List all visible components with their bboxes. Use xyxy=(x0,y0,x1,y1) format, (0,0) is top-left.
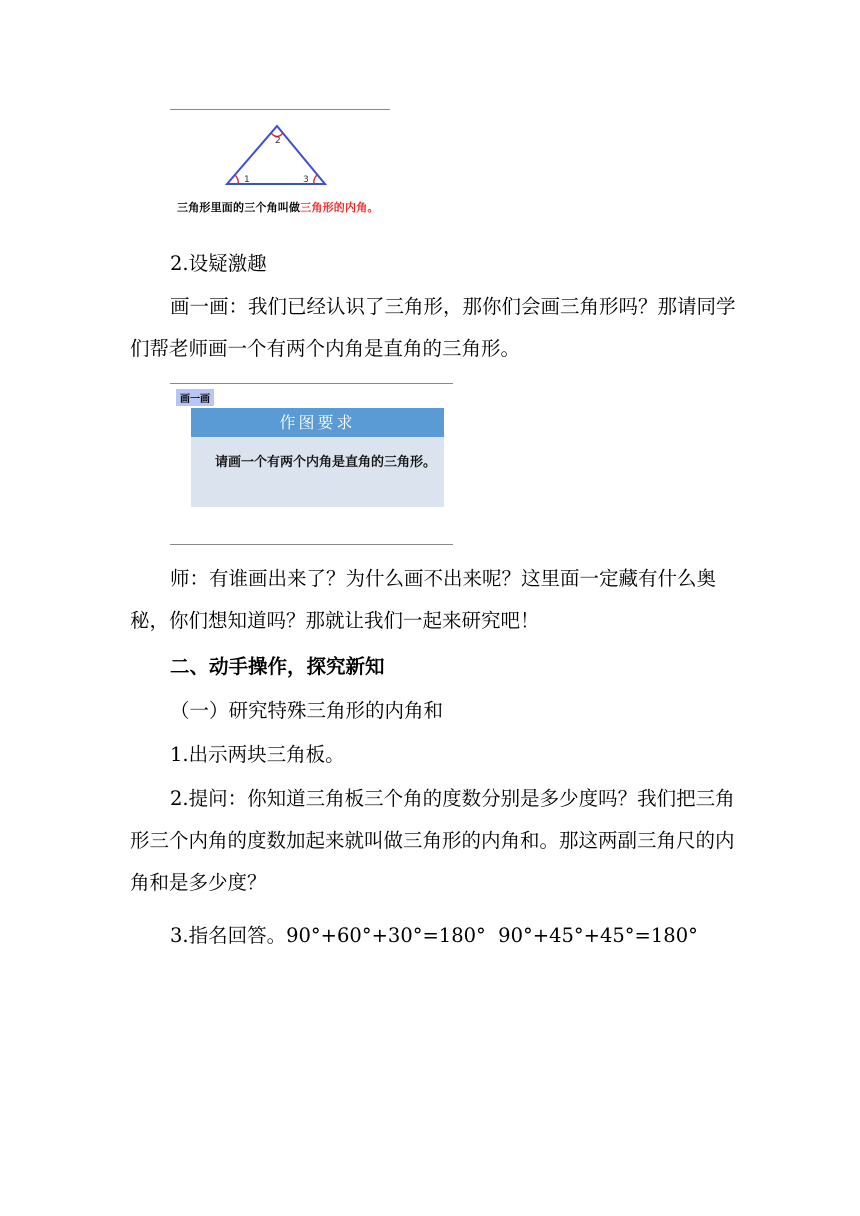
list-item-3: 3.指名回答。90°+60°+30°=180° 90°+45°+45°=180° xyxy=(170,924,698,947)
figure1-caption xyxy=(177,199,379,215)
angle-mark-left xyxy=(235,175,238,184)
angle-mark-right xyxy=(314,175,317,184)
section-2-subheading: （一）研究特殊三角形的内角和 xyxy=(170,699,444,722)
angle-label-1: 1 xyxy=(244,175,250,185)
requirement-card-title: 作图要求 xyxy=(191,408,444,437)
triangle-diagram xyxy=(170,112,390,192)
section-2-heading: 二、动手操作，探究新知 xyxy=(170,655,385,678)
heading-2-suspense: 2.设疑激趣 xyxy=(170,252,267,275)
angle-label-3: 3 xyxy=(303,175,309,185)
requirement-card-text: 请画一个有两个内角是直角的三角形。 xyxy=(215,455,437,470)
caption-text: 三角形里面的三个角叫做 xyxy=(177,201,301,214)
caption-highlight: 三角形的内角。 xyxy=(300,201,379,214)
teacher-paragraph: 师：有谁画出来了？为什么画不出来呢？这里面一定藏有什么奥秘，你们想知道吗？那就让我们一起来研究吧！ xyxy=(130,567,717,632)
figure2-top-rule xyxy=(170,383,453,384)
triangle-shape xyxy=(227,126,325,184)
list-item-1: 1.出示两块三角板。 xyxy=(170,743,345,766)
figure2-bottom-rule xyxy=(170,544,453,545)
draw-tag: 画一画 xyxy=(176,389,214,406)
list-item-2: 2.提问：你知道三角板三个角的度数分别是多少度吗？我们把三角形三个内角的度数加起来就叫做三角形的内角和。那这两副三角尺的内角和是多少度？ xyxy=(130,787,735,894)
figure1-top-rule xyxy=(170,109,390,110)
draw-paragraph: 画一画：我们已经认识了三角形，那你们会画三角形吗？那请同学们帮老师画一个有两个内角是直角的三角形。 xyxy=(130,295,736,360)
requirement-card xyxy=(191,408,444,507)
angle-label-2: 2 xyxy=(275,136,281,146)
